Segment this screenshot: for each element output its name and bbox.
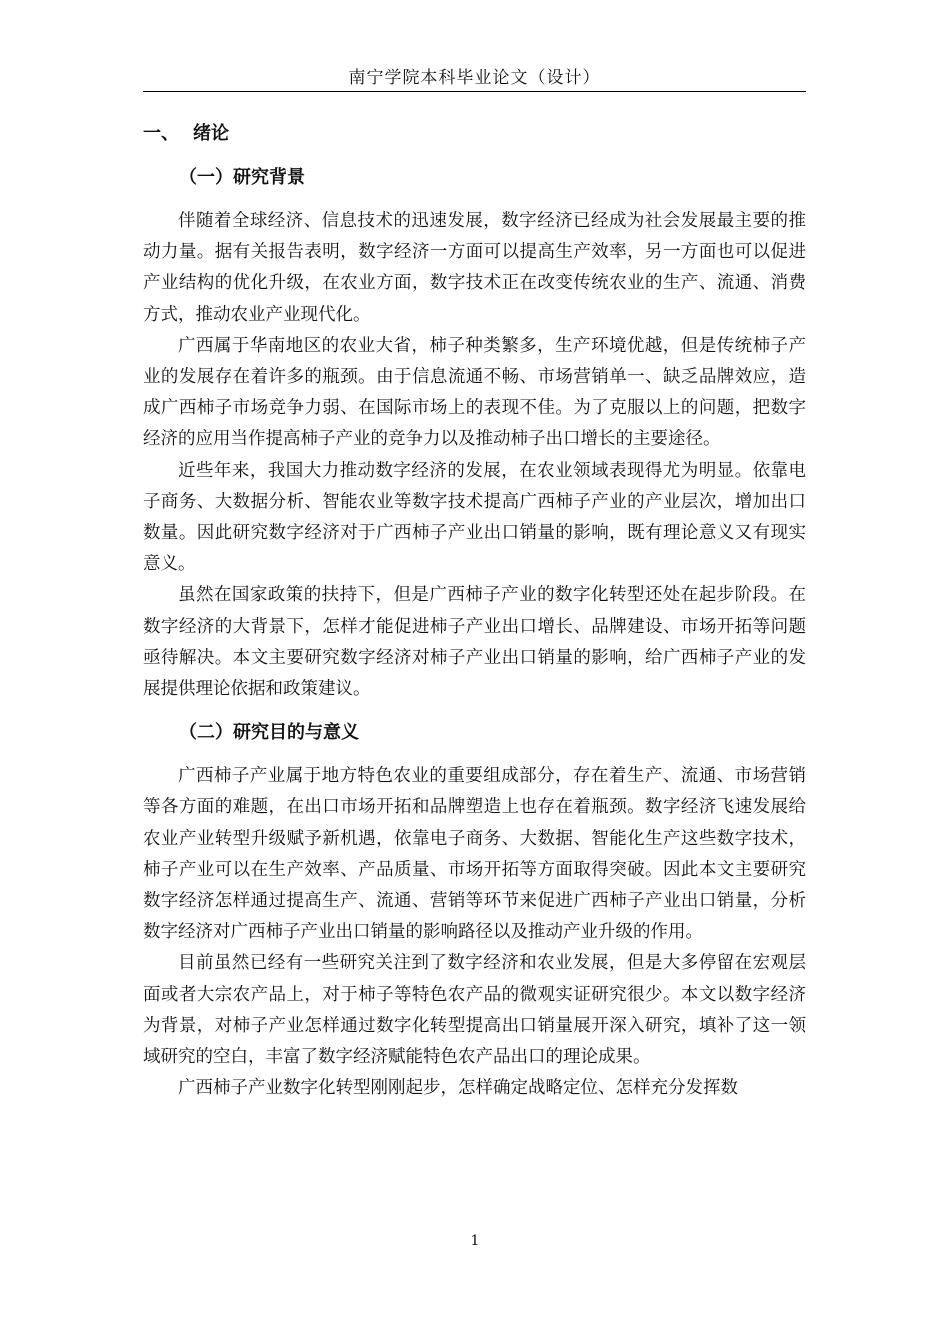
body-paragraph: 伴随着全球经济、信息技术的迅速发展，数字经济已经成为社会发展最主要的推动力量。据有关报告表明，数字经济一方面可以提高生产效率，另一方面也可以促进产业结构的优化升级，在农业方面，数字技术正在改变传统农业的生产、流通、消费方式，推动农业产业现代化。 [143, 211, 806, 325]
body-paragraph: 近些年来，我国大力推动数字经济的发展，在农业领域表现得尤为明显。依靠电子商务、大数据分析、智能农业等数字技术提高广西柿子产业的产业层次，增加出口数量。因此研究数字经济对于广西柿子产业出口销量的影响，既有理论意义又有现实意义。 [143, 460, 806, 575]
body-paragraph: 目前虽然已经有一些研究关注到了数字经济和农业发展，但是大多停留在宏观层面或者大宗农产品上，对于柿子等特色农产品的微观实证研究很少。本文以数字经济为背景，对柿子产业怎样通过数字化转型提高出口销量展开深入研究，填补了这一领域研究的空白，丰富了数字经济赋能特色农产品出口的理论成果。 [143, 953, 806, 1068]
chapter-title: 绪论 [193, 123, 229, 144]
running-header: 南宁学院本科毕业论文（设计） [348, 68, 601, 88]
document-body [143, 118, 806, 1104]
body-paragraph: 广西属于华南地区的农业大省，柿子种类繁多，生产环境优越，但是传统柿子产业的发展存在着许多的瓶颈。由于信息流通不畅、市场营销单一、缺乏品牌效应，造成广西柿子市场竞争力弱、在国际市场上的表现不佳。为了克服以上的问题，把数字经济的应用当作提高柿子产业的竞争力以及推动柿子出口增长的主要途径。 [143, 335, 806, 450]
body-paragraph: 广西柿子产业数字化转型刚刚起步，怎样确定战略定位、怎样充分发挥数 [178, 1078, 738, 1099]
section-heading: （一）研究背景 [179, 167, 305, 188]
section-heading: （二）研究目的与意义 [179, 722, 359, 744]
body-paragraph: 虽然在国家政策的扶持下，但是广西柿子产业的数字化转型还处在起步阶段。在数字经济的大背景下，怎样才能促进柿子产业出口增长、品牌建设、市场开拓等问题亟待解决。本文主要研究数字经济对柿子产业出口销量的影响，给广西柿子产业的发展提供理论依据和政策建议。 [143, 585, 806, 700]
body-paragraph: 广西柿子产业属于地方特色农业的重要组成部分，存在着生产、流通、市场营销等各方面的难题，在出口市场开拓和品牌塑造上也存在着瓶颈。数字经济飞速发展给农业产业转型升级赋予新机遇，依靠电子商务、大数据、智能化生产这些数字技术，柿子产业可以在生产效率、产品质量、市场开拓等方面取得突破。因此本文主要研究数字经济怎样通过提高生产、流通、营销等环节来促进广西柿子产业出口销量，分析数字经济对广西柿子产业出口销量的影响路径以及推动产业升级的作用。 [143, 766, 806, 943]
page-number: 1 [470, 1233, 480, 1249]
chapter-number: 一、 [143, 123, 179, 144]
chapter-heading [143, 118, 806, 150]
header-rule [143, 91, 806, 92]
section-spacer [143, 705, 806, 717]
